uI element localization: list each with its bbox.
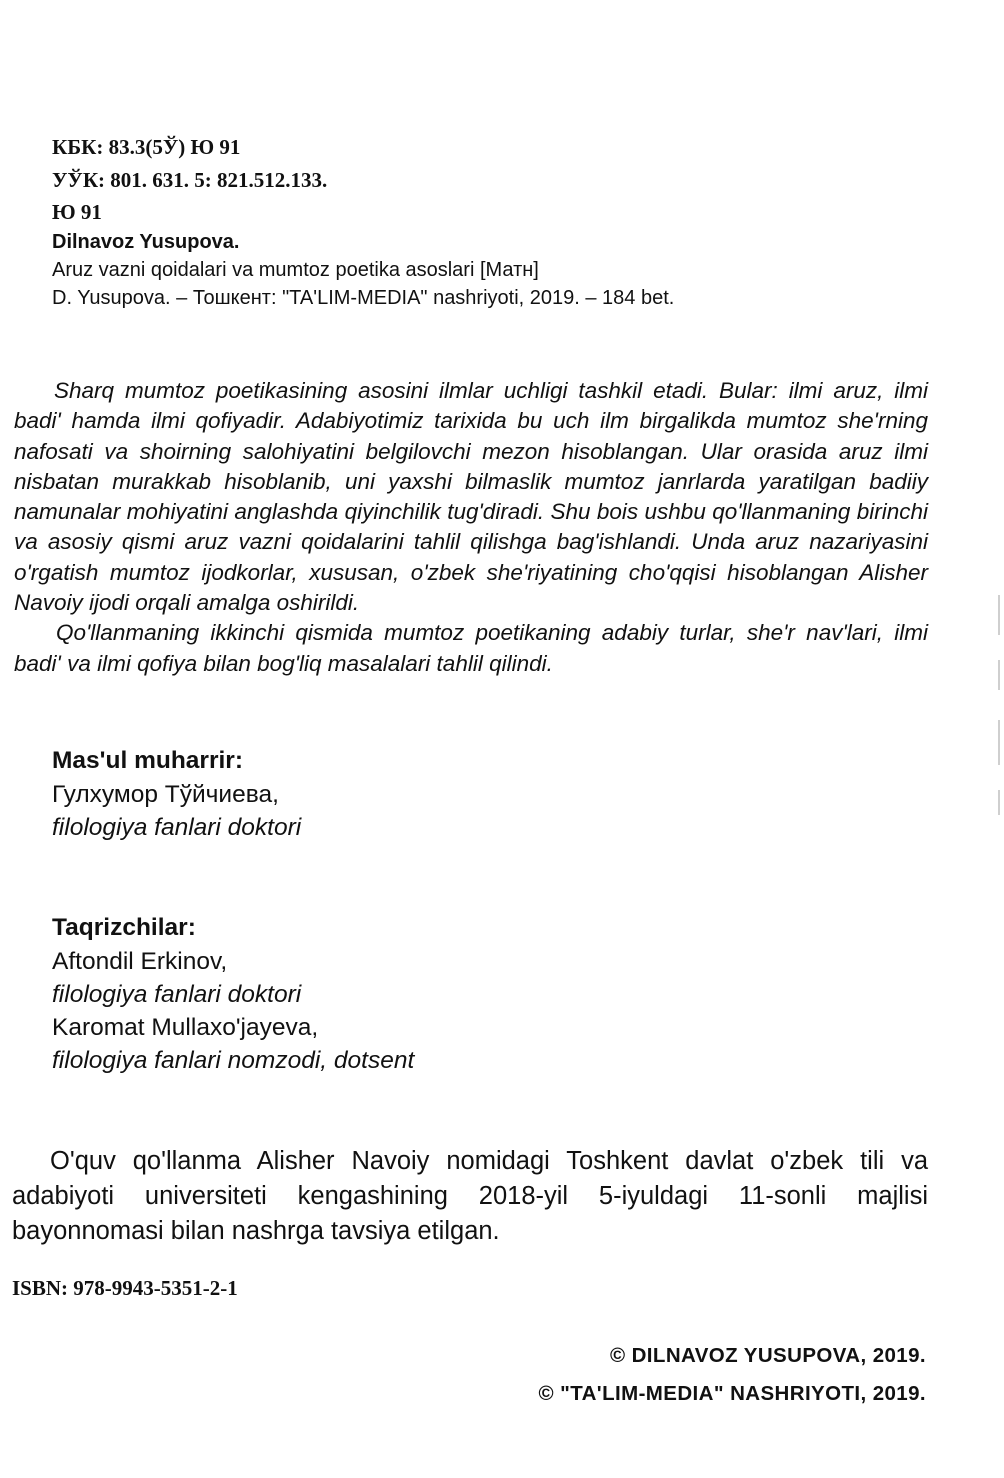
editor-title: filologiya fanlari doktori <box>52 814 302 841</box>
page-edge-mark <box>998 790 1000 815</box>
abstract-paragraph: Qo'llanmaning ikkinchi qismida mumtoz poetikaning adabiy turlar, she'r nav'lari, ilmi badi' va ilmi qofiya bilan bog'liq masalalari tahlil qilindi. <box>14 620 928 676</box>
imprint-line: D. Yusupova. – Тошкент: "TA'LIM-MEDIA" nashriyoti, 2019. – 184 bet. <box>52 287 675 309</box>
reviewer-name: Karomat Mullaxo'jayeva, <box>52 1014 319 1041</box>
udk-code: УЎК: 801. 631. 5: 821.512.133. <box>52 168 328 192</box>
page-edge-mark <box>998 720 1000 765</box>
bbk-code: КБК: 83.3(5Ў) Ю 91 <box>52 135 241 159</box>
isbn: ISBN: 978-9943-5351-2-1 <box>12 1276 238 1300</box>
approval-text: O'quv qo'llanma Alisher Navoiy nomidagi Toshkent davlat o'zbek tili va adabiyoti universiteti kengashining 2018-yil 5-iyuldagi 11-sonli majlisi bayonnomasi bilan nashrga tavsiya etilgan. <box>12 1147 928 1245</box>
author-mark: Ю 91 <box>52 200 102 224</box>
reviewer-title: filologiya fanlari nomzodi, dotsent <box>52 1047 415 1074</box>
copyright-publisher: © "TA'LIM-MEDIA" NASHRIYOTI, 2019. <box>538 1382 926 1405</box>
editor-heading: Mas'ul muharrir: <box>52 747 243 774</box>
reviewers-heading: Taqrizchilar: <box>52 914 196 941</box>
page-edge-mark <box>998 595 1000 635</box>
approval-note <box>12 1144 928 1249</box>
copyright-author: © DILNAVOZ YUSUPOVA, 2019. <box>610 1344 926 1367</box>
editor-name: Гулхумор Тўйчиева, <box>52 781 279 808</box>
page-edge-mark <box>998 660 1000 690</box>
reviewer-title: filologiya fanlari doktori <box>52 981 302 1008</box>
abstract-paragraph: Sharq mumtoz poetikasining asosini ilmlar uchligi tashkil etadi. Bular: ilmi aruz, ilmi badi' hamda ilmi qofiyadir. Adabiyotimiz tarixida bu uch ilm birgalikda mumtoz she'rning nafosati va shoirning salohiyatini belgilovchi mezon hisoblangan. Ular orasida aruz ilmi nisbatan murakkab hisoblanib, uni yaxshi bilmaslik mumtoz janrlarda yaratilgan badiiy namunalar mohiyatini anglashda qiyinchilik tug'diradi. Shu bois ushbu qo'llanmaning birinchi va asosiy qismi aruz vazni qoidalarini tahlil qilishga bag'ishlandi. Unda aruz nazariyasini o'rgatish mumtoz ijodkorlar, xususan, o'zbek she'riyatining cho'qqisi hisoblangan Alisher Navoiy ijodi orqali amalga oshirildi. <box>14 378 928 616</box>
reviewer-name: Aftondil Erkinov, <box>52 948 228 975</box>
abstract <box>14 376 928 679</box>
book-title-line: Aruz vazni qoidalari va mumtoz poetika asoslari [Матн] <box>52 259 539 281</box>
author-name: Dilnavoz Yusupova. <box>52 231 240 253</box>
